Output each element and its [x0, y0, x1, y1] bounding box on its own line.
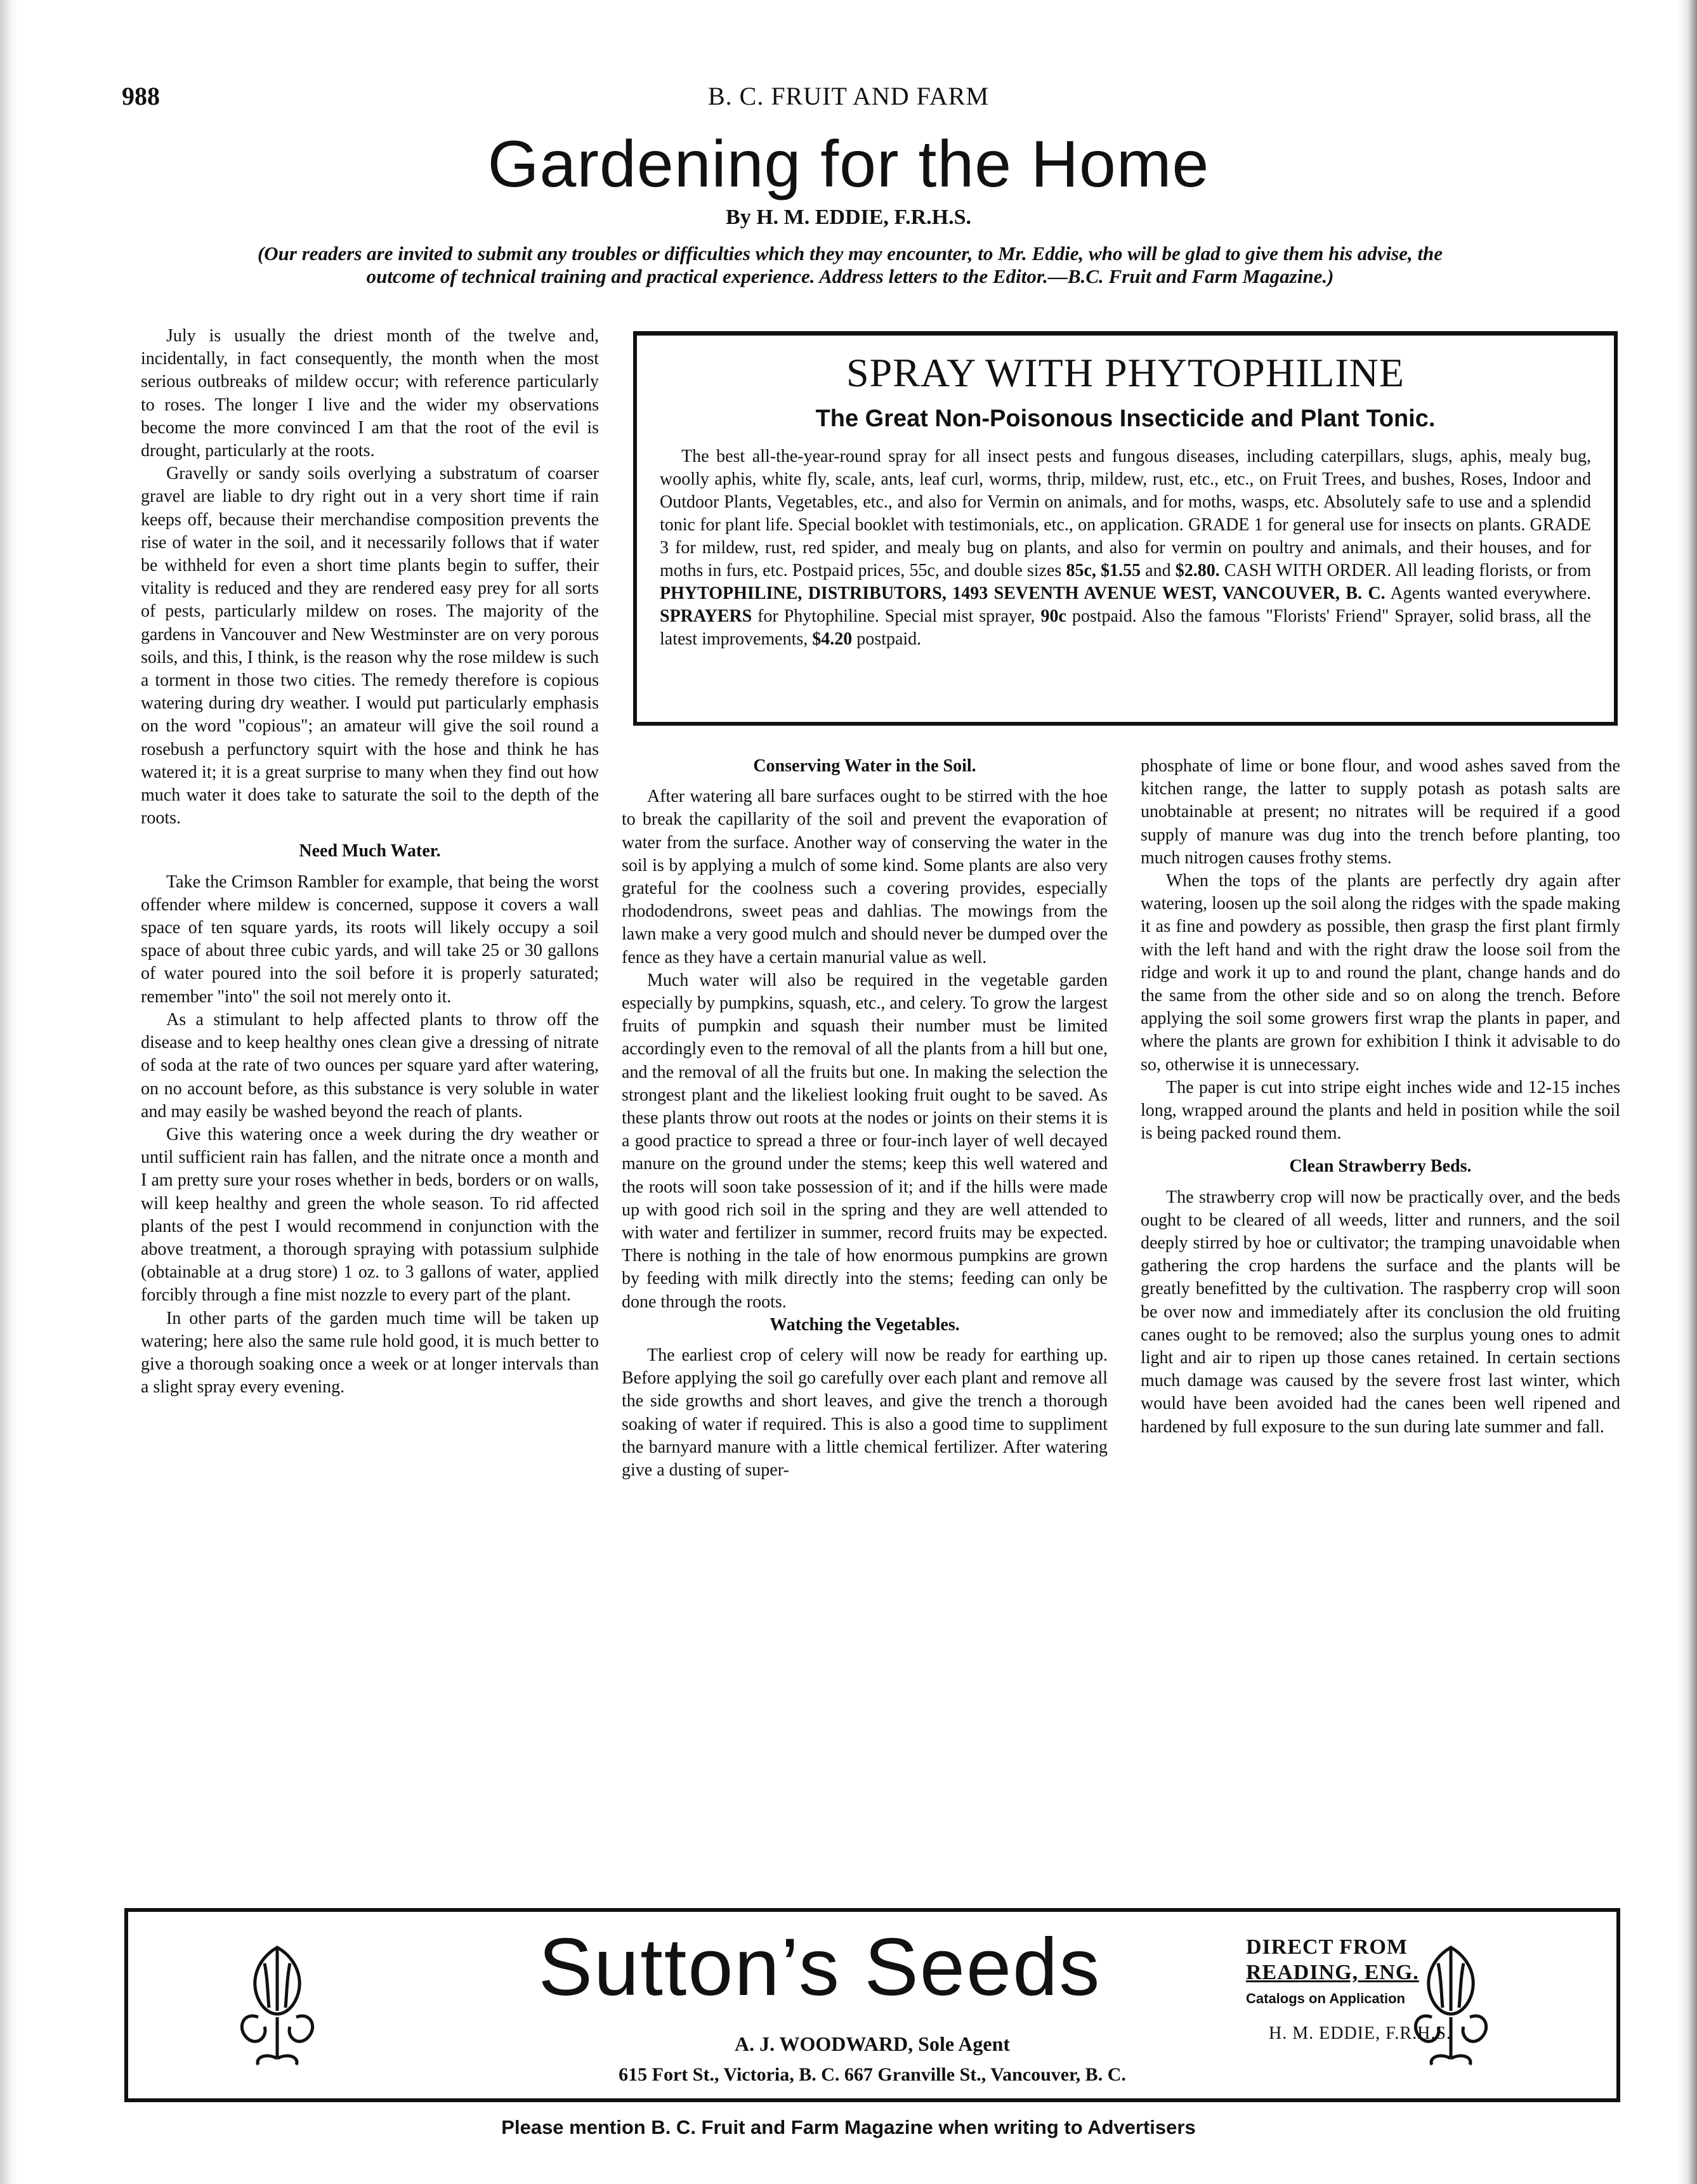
- ad-body-text: postpaid. Also the famous "Florists' Friend" Sprayer, solid brass, all the latest improvements,: [660, 606, 1592, 649]
- scan-edge-left: [0, 0, 18, 2184]
- ad-body-text: postpaid.: [856, 629, 922, 649]
- ad-body-text: Agents wanted everywhere.: [1390, 584, 1591, 603]
- article-column-2: [622, 755, 1108, 1482]
- paragraph: Gravelly or sandy soils overlying a substratum of coarser gravel are liable to dry right out in a very short time if rain keeps off, because their merchandise composition prevents the rise of water in the soil, and it necessarily follows that if water be withheld for even a short time plants begin to suffer, their vitality is reduced and they are rendered easy prey for all sorts of pests, particularly mildew on roses. The majority of the gardens in Vancouver and New Westminster are on very porous soils, and this, I think, is the reason why the rose mildew is such a torment in those two cities. The remedy therefore is copious watering during dry weather. I would put particularly emphasis on the word "copious"; an amateur will give the soil round a rosebush a perfunctory squirt with the hose and think he has watered it; it is a great surprise to many when they find out how much water it does take to saturate the soil to the depth of the roots.: [141, 464, 599, 828]
- scan-edge-right: [1678, 0, 1697, 2184]
- paragraph: As a stimulant to help affected plants to throw off the disease and to keep healthy ones clean give a dressing of nitrate of soda at the rate of two ounces per square yard after watering, on no account before, as this substance is very soluble in water and may easily be washed beyond the reach of plants.: [141, 1009, 599, 1121]
- author-signature: H. M. EDDIE, F.R.H.S.: [1269, 2024, 1451, 2043]
- article-column-1: [141, 325, 599, 1399]
- section-heading: Clean Strawberry Beds.: [1289, 1156, 1472, 1177]
- suttons-seeds-advertisement: [124, 1908, 1620, 2102]
- page-footer: Please mention B. C. Fruit and Farm Magazine when writing to Advertisers: [501, 2116, 1196, 2138]
- page-number: 988: [122, 82, 160, 110]
- ad-price: 85c,: [1066, 561, 1096, 580]
- ad-body-text: CASH WITH ORDER. All leading florists, or from: [1224, 561, 1592, 580]
- ad-body: [660, 445, 1591, 651]
- paragraph: July is usually the driest month of the twelve and, incidentally, in fact consequently, the month when the most serious outbreaks of mildew occur; with reference particularly to roses. The longer I live and the wider my observations become the more convinced I am that the root of the evil is drought, particularly at the roots.: [141, 326, 599, 461]
- ad-title: SPRAY WITH PHYTOPHILINE: [846, 350, 1405, 395]
- ad-price: $1.55: [1101, 561, 1141, 580]
- ad-catalog-note: Catalogs on Application: [1246, 1991, 1405, 2006]
- ad-subtitle: The Great Non-Poisonous Insecticide and Plant Tonic.: [815, 405, 1436, 432]
- editor-note: (Our readers are invited to submit any troubles or difficulties which they may encounter, to Mr. Eddie, who will be glad to give them his advise, the outcome of technical training and practical experience. Address letters to the Editor.—B.C. Fruit and Farm Magazine.): [257, 242, 1443, 287]
- ad-origin-line: DIRECT FROM: [1246, 1935, 1408, 1959]
- paragraph: phosphate of lime or bone flour, and wood ashes saved from the kitchen range, the latter to supply potash as potash salts are unobtainable at present; no nitrates will be required if a good supply of manure was dug into the trench before planting, too much nitrogen causes frothy stems.: [1141, 756, 1620, 868]
- ad-price: $4.20: [812, 629, 853, 649]
- ad-brand-name: Sutton’s Seeds: [538, 1922, 1101, 2013]
- running-head: B. C. FRUIT AND FARM: [707, 82, 990, 110]
- paragraph: The strawberry crop will now be practically over, and the beds ought to be cleared of all weeds, litter and runners, and the soil deeply stirred by hoe or cultivator; the tramping unavoidable when gathering the crop hardens the surface and the plants will be greatly benefitted by the cultivation. The raspberry crop will soon be over now and immediately after its conclusion the old fruiting canes ought to be removed; also the surplus young ones to admit light and air to ripen up those canes retained. In certain sections much damage was caused by the severe frost last winter, which would have been avoided had the canes been well ripened and hardened by full exposure to the sun during late summer and fall.: [1141, 1187, 1620, 1437]
- article-title: Gardening for the Home: [487, 128, 1210, 201]
- ad-price: $2.80.: [1175, 561, 1220, 580]
- paragraph: When the tops of the plants are perfectly dry again after watering, loosen up the soil along the ridges with the spade making it as fine and powdery as possible, then grasp the first plant firmly with the left hand and with the right draw the loose soil from the ridge and work it up to and round the plant, change hands and do the same from the other side and so on along the trench. Before applying the soil some growers first wrap the plants in paper, and where the plants are grown for exhibition I think it advisable to do so, otherwise it is unnecessary.: [1141, 871, 1620, 1075]
- ad-body-text: for Phytophiline. Special mist sprayer,: [757, 606, 1035, 626]
- phytophiline-advertisement: [633, 331, 1618, 726]
- paragraph: Take the Crimson Rambler for example, that being the worst offender where mildew is concerned, suppose it covers a wall space of ten square yards, its roots will likely occupy a soil space of about three cubic yards, and will take 25 or 30 gallons of water poured into the soil before it is properly saturated; remember "into" the soil not merely onto it.: [141, 872, 599, 1007]
- ad-distributor: PHYTOPHILINE, DISTRIBUTORS, 1493 SEVENTH AVENUE WEST, VANCOUVER, B. C.: [660, 584, 1386, 603]
- paragraph: Much water will also be required in the vegetable garden especially by pumpkins, squash, etc., and celery. To grow the largest fruits of pumpkin and squash their number must be limited accordingly even to the removal of all the plants from a hill but one, and the removal of all the fruits but one. In making the selection the strongest plant and the likeliest looking fruit ought to be saved. As these plants throw out roots at the nodes or joints on their stems it is a good practice to spread a three or four-inch layer of well decayed manure on the ground under the stems; keep this well watered and the roots will soon take possession of it; and if the hills were made up with good rich soil in the spring and they are well attended to with water and fertilizer in summer, record fruits may be expected. There is nothing in the tale of how enormous pumpkins are grown by feeding with milk directly into the stems; feeding can only be done through the roots.: [622, 970, 1108, 1312]
- ad-sprayers: SPRAYERS: [660, 606, 752, 626]
- paragraph: After watering all bare surfaces ought to be stirred with the hoe to break the capillarity of the soil and prevent the evaporation of water from the surface. Another way of conserving the water in the soil is by applying a mulch of some kind. Some plants are also very grateful for the coolness such a covering provides, especially rhododendrons, sweet peas and dahlias. The mowings from the lawn make a very good mulch and should never be dumped over the fence as they have a certain manurial value as well.: [622, 787, 1108, 967]
- section-heading: Need Much Water.: [299, 841, 441, 861]
- ad-body-text: and: [1145, 561, 1171, 580]
- paragraph: Give this watering once a week during the dry weather or until sufficient rain has fallen, and the nitrate once a month and I am pretty sure your roses whether in beds, borders or on walls, will keep healthy and green the whole season. To rid affected plants of the pest I would recommend in conjunction with the above treatment, a thorough spraying with potassium sulphide (obtainable at a drug store) 1 oz. to 3 gallons of water, applied forcibly through a fine mist nozzle to every part of the plant.: [141, 1124, 599, 1305]
- paragraph: The earliest crop of celery will now be ready for earthing up. Before applying the soil go carefully over each plant and remove all the side growths and short leaves, and give the trench a thorough soaking of water if required. This is also a good time to suppliment the barnyard manure with a little chemical fertilizer. After watering give a dusting of super-: [622, 1345, 1108, 1481]
- ad-agent: A. J. WOODWARD, Sole Agent: [734, 2032, 1011, 2055]
- section-heading: Watching the Vegetables.: [770, 1314, 960, 1335]
- section-heading: Conserving Water in the Soil.: [753, 756, 976, 776]
- paragraph: The paper is cut into stripe eight inches wide and 12-15 inches long, wrapped around the plants and held in position while the soil is being packed round them.: [1141, 1077, 1620, 1144]
- ad-price: 90c: [1040, 606, 1066, 626]
- paragraph: In other parts of the garden much time will be taken up watering; here also the same rule hold good, it is much better to give a thorough soaking once a week or at longer intervals than a slight spray every evening.: [141, 1308, 599, 1397]
- ad-origin-line: READING, ENG.: [1246, 1961, 1419, 1984]
- ad-body-text: The best all-the-year-round spray for all insect pests and fungous diseases, including caterpillars, slugs, aphis, mealy bug, woolly aphis, white fly, scale, ants, leaf curl, worms, thrip, mildew, rust, etc., etc., on Fruit Trees, and bushes, Roses, Indoor and Outdoor Plants, Vegetables, etc., and also for Vermin on animals, and for moths, wasps, etc. Absolutely safe to use and a splendid tonic for plant life. Special booklet with testimonials, etc., on application. GRADE 1 for general use for insects on plants. GRADE 3 for mildew, rust, red spider, and mealy bug on plants, and also for vermin on poultry and animals, and their houses, and for moths in furs, etc. Postpaid prices, 55c, and double sizes: [660, 447, 1591, 580]
- article-byline: By H. M. EDDIE, F.R.H.S.: [726, 206, 971, 229]
- article-column-3: [1141, 755, 1620, 1439]
- ad-address: 615 Fort St., Victoria, B. C. 667 Granville St., Vancouver, B. C.: [619, 2064, 1126, 2085]
